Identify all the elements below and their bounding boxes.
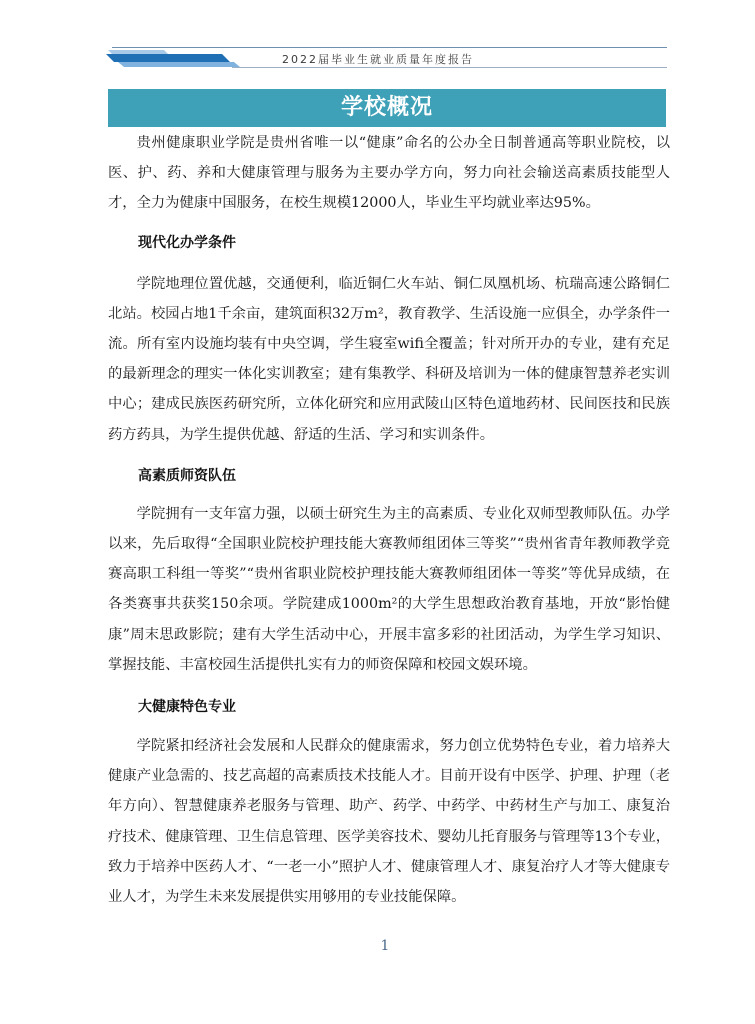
header-stripe-graphic [104, 46, 244, 70]
section-paragraph-facilities: 学院地理位置优越，交通便利，临近铜仁火车站、铜仁凤凰机场、杭瑞高速公路铜仁北站。校园占地1千余亩，建筑面积32万m²，教育教学、生活设施一应俱全，办学条件一流。所有室内设施均装有中央空调，学生寝室wifi全覆盖；针对所开办的专业，建有充足的最新理念的理实一体化实训教室；建有集教学、科研及培训为一体的健康智慧养老实训中心；建成民族医药研究所，立体化研究和应用武陵山区特色道地药材、民间医技和民族药方药具，为学生提供优越、舒适的生活、学习和实训条件。 [108, 275, 670, 443]
page-number: 1 [380, 938, 390, 954]
section-banner [108, 89, 666, 127]
section-heading-majors: 大健康特色专业 [138, 699, 236, 716]
header-rule-bottom [232, 67, 667, 68]
intro-paragraph: 贵州健康职业学院是贵州省唯一以“健康”命名的公办全日制普通高等职业院校，以医、护、药、养和大健康管理与服务为主要办学方向，努力向社会输送高素质技能型人才，全力为健康中国服务，在校生规模12000人，毕业生平均就业率达95%。 [108, 135, 670, 212]
section-heading-facilities: 现代化办学条件 [138, 234, 236, 251]
section-heading-faculty: 高素质师资队伍 [138, 467, 236, 484]
report-title: 2022届毕业生就业质量年度报告 [282, 53, 474, 66]
section-paragraph-faculty: 学院拥有一支年富力强，以硕士研究生为主的高素质、专业化双师型教师队伍。办学以来，先后取得“全国职业院校护理技能大赛教师组团体三等奖”“贵州省青年教师教学竞赛高职工科组一等奖”“贵州省职业院校护理技能大赛教师组团体一等奖”等优异成绩，在各类赛事共获奖150余项。学院建成1000m²的大学生思想政治教育基地，开放“影怡健康”周末思政影院；建有大学生活动中心，开展丰富多彩的社团活动，为学生学习知识、掌握技能、丰富校园生活提供扎实有力的师资保障和校园文娱环境。 [108, 505, 670, 673]
document-body [108, 128, 670, 912]
banner-title: 学校概况 [340, 95, 433, 120]
section-paragraph-majors: 学院紧扣经济社会发展和人民群众的健康需求，努力创立优势特色专业，着力培养大健康产业急需的、技艺高超的高素质技术技能人才。目前开设有中医学、护理、护理（老年方向）、智慧健康养老服务与管理、助产、药学、中药学、中药材生产与加工、康复治疗技术、健康管理、卫生信息管理、医学美容技术、婴幼儿托育服务与管理等13个专业，致力于培养中医药人才、“一老一小”照护人才、健康管理人才、康复治疗人才等大健康专业人才，为学生未来发展提供实用够用的专业技能保障。 [108, 738, 670, 906]
